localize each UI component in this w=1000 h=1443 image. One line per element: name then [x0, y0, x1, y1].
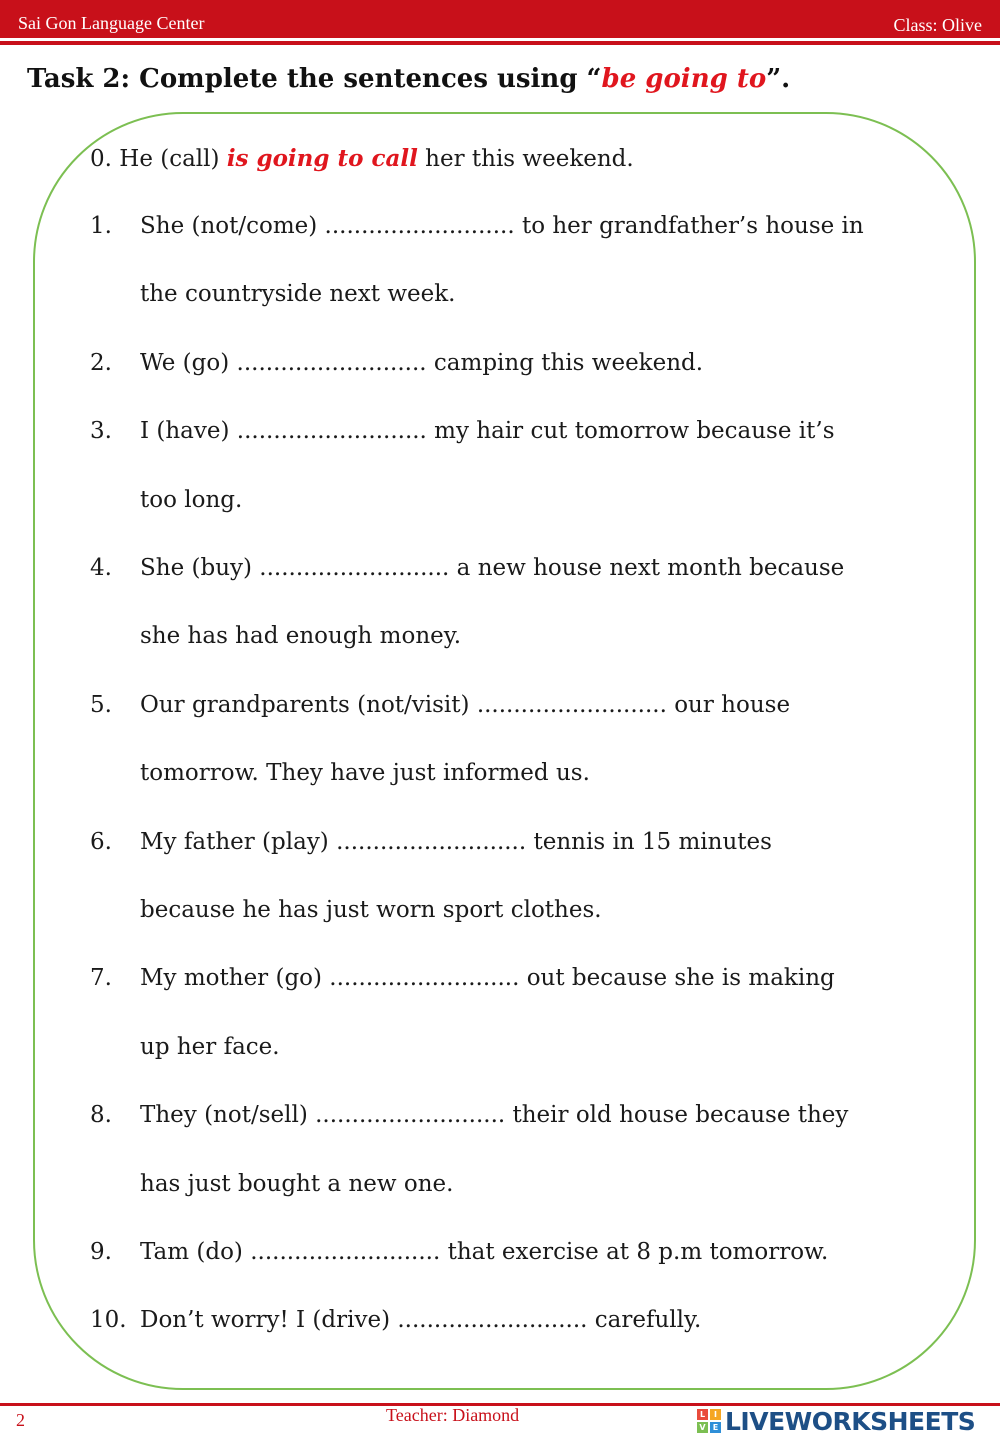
- question-text: Don’t worry! I (drive) .......................... carefully.: [140, 1307, 702, 1334]
- example-suffix: her this weekend.: [417, 146, 634, 172]
- example-sentence: [90, 145, 634, 172]
- question-text: She (not/come) .......................... to her grandfather’s house in: [140, 213, 864, 239]
- question-number: 6.: [90, 828, 112, 855]
- question-text-continued: has just bought a new one.: [140, 1170, 454, 1197]
- teacher-name: Teacher: Diamond: [386, 1405, 520, 1425]
- question-number: 10.: [90, 1307, 127, 1334]
- logo-block: V: [697, 1422, 708, 1433]
- question-text: They (not/sell) .......................... their old house because they: [140, 1102, 849, 1129]
- question-number: 3.: [90, 418, 112, 445]
- header-divider: [0, 41, 1000, 45]
- center-name: Sai Gon Language Center: [18, 13, 205, 33]
- task-title-prefix: Task 2: Complete the sentences using “: [27, 64, 602, 94]
- question-text: We (go) .......................... camping this weekend.: [140, 349, 704, 376]
- logo-block: E: [710, 1422, 721, 1433]
- question-text-continued: she has had enough money.: [140, 623, 462, 650]
- question-text-continued: the countryside next week.: [140, 281, 456, 308]
- question-text: Tam (do) .......................... that exercise at 8 p.m tomorrow.: [140, 1239, 829, 1265]
- logo-blocks-icon: [697, 1409, 721, 1433]
- example-prefix: 0. He (call): [90, 146, 227, 172]
- question-text: She (buy) .......................... a new house next month because: [140, 555, 845, 581]
- task-title: [27, 64, 790, 94]
- question-text-continued: too long.: [140, 486, 243, 513]
- liveworksheets-logo: [697, 1406, 975, 1436]
- question-text: My mother (go) .......................... out because she is making: [140, 965, 835, 992]
- question-number: 5.: [90, 691, 112, 718]
- question-number: 4.: [90, 555, 112, 581]
- logo-block: L: [697, 1409, 708, 1420]
- question-text-continued: up her face.: [140, 1033, 280, 1060]
- question-text: I (have) .......................... my hair cut tomorrow because it’s: [140, 418, 835, 445]
- question-number: 9.: [90, 1239, 112, 1265]
- question-text: My father (play) .......................... tennis in 15 minutes: [140, 828, 772, 855]
- question-number: 2.: [90, 349, 112, 376]
- logo-block: I: [710, 1409, 721, 1420]
- question-text-continued: tomorrow. They have just informed us.: [140, 760, 590, 787]
- task-title-highlight: be going to: [601, 64, 767, 94]
- example-answer: is going to call: [226, 145, 418, 172]
- page-number: 2: [16, 1410, 25, 1430]
- task-title-suffix: ”.: [766, 64, 791, 94]
- question-text: Our grandparents (not/visit) .......................... our house: [140, 691, 791, 718]
- class-label: Class: Olive: [893, 15, 982, 35]
- question-number: 1.: [90, 213, 112, 239]
- question-number: 8.: [90, 1102, 112, 1129]
- logo-text: LIVEWORKSHEETS: [725, 1406, 976, 1436]
- question-number: 7.: [90, 965, 112, 992]
- question-text-continued: because he has just worn sport clothes.: [140, 897, 602, 923]
- header-bar: [0, 0, 1000, 38]
